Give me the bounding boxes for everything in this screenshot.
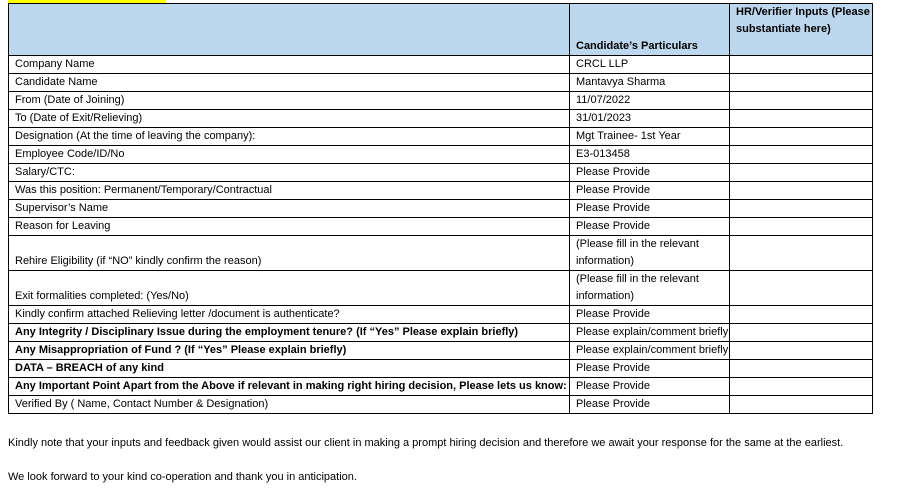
table-row (9, 342, 873, 360)
row-label: To (Date of Exit/Relieving) (9, 110, 570, 128)
row-hr-input[interactable] (730, 164, 873, 182)
row-hr-input[interactable] (730, 218, 873, 236)
row-hr-input[interactable] (730, 378, 873, 396)
row-value: Mantavya Sharma (570, 74, 730, 92)
row-value: E3-013458 (570, 146, 730, 164)
table-row (9, 218, 873, 236)
row-label: Salary/CTC: (9, 164, 570, 182)
row-hr-input[interactable] (730, 271, 873, 306)
row-value: Please Provide (570, 306, 730, 324)
row-label: Any Important Point Apart from the Above if relevant in making right hiring decision, Please lets us know: (9, 378, 570, 396)
row-hr-input[interactable] (730, 56, 873, 74)
table-row (9, 236, 873, 271)
row-hr-input[interactable] (730, 342, 873, 360)
row-label: Rehire Eligibility (if “NO” kindly confirm the reason) (9, 236, 570, 271)
table-row (9, 396, 873, 414)
closing-note-hiring-decision: Kindly note that your inputs and feedback given would assist our client in making a prompt hiring decision and therefore we await your response for the same at the earliest. (8, 437, 844, 449)
table-row (9, 182, 873, 200)
row-label: Reason for Leaving (9, 218, 570, 236)
row-value: 31/01/2023 (570, 110, 730, 128)
row-hr-input[interactable] (730, 200, 873, 218)
row-label: Supervisor’s Name (9, 200, 570, 218)
row-hr-input[interactable] (730, 396, 873, 414)
table-row (9, 360, 873, 378)
row-label: Designation (At the time of leaving the company): (9, 128, 570, 146)
table-row (9, 56, 873, 74)
table-row (9, 200, 873, 218)
header-label-cell (9, 4, 570, 56)
table-row (9, 164, 873, 182)
table-header-row (9, 4, 873, 56)
row-hr-input[interactable] (730, 92, 873, 110)
row-label: Exit formalities completed: (Yes/No) (9, 271, 570, 306)
header-hr-verifier-inputs: HR/Verifier Inputs (Please substantiate here) (730, 4, 873, 56)
row-label: Kindly confirm attached Relieving letter /document is authenticate? (9, 306, 570, 324)
closing-note-thanks: We look forward to your kind co-operation and thank you in anticipation. (8, 471, 357, 483)
table-row (9, 74, 873, 92)
row-value: Mgt Trainee- 1st Year (570, 128, 730, 146)
row-value: (Please fill in the relevant information) (570, 236, 730, 271)
row-hr-input[interactable] (730, 128, 873, 146)
row-value: Please Provide (570, 378, 730, 396)
row-hr-input[interactable] (730, 306, 873, 324)
row-value: Please Provide (570, 182, 730, 200)
table-row (9, 128, 873, 146)
row-value: Please Provide (570, 360, 730, 378)
row-label: Company Name (9, 56, 570, 74)
table-row (9, 110, 873, 128)
row-value: Please Provide (570, 164, 730, 182)
row-hr-input[interactable] (730, 146, 873, 164)
row-value: Please Provide (570, 200, 730, 218)
row-label: Verified By ( Name, Contact Number & Designation) (9, 396, 570, 414)
row-label: From (Date of Joining) (9, 92, 570, 110)
row-hr-input[interactable] (730, 182, 873, 200)
row-label: DATA – BREACH of any kind (9, 360, 570, 378)
row-label: Candidate Name (9, 74, 570, 92)
row-label: Any Misappropriation of Fund ? (If “Yes” Please explain briefly) (9, 342, 570, 360)
row-label: Any Integrity / Disciplinary Issue during the employment tenure? (If “Yes” Please explain briefly) (9, 324, 570, 342)
row-hr-input[interactable] (730, 74, 873, 92)
row-hr-input[interactable] (730, 110, 873, 128)
row-value: CRCL LLP (570, 56, 730, 74)
table-row (9, 324, 873, 342)
row-value: (Please fill in the relevant information) (570, 271, 730, 306)
table-row (9, 92, 873, 110)
header-candidate-particulars: Candidate’s Particulars (570, 4, 730, 56)
row-value: Please Provide (570, 218, 730, 236)
row-hr-input[interactable] (730, 324, 873, 342)
table-row (9, 378, 873, 396)
row-hr-input[interactable] (730, 236, 873, 271)
row-label: Was this position: Permanent/Temporary/Contractual (9, 182, 570, 200)
row-value: Please explain/comment briefly (570, 342, 730, 360)
row-label: Employee Code/ID/No (9, 146, 570, 164)
verification-form-table (8, 3, 873, 414)
row-hr-input[interactable] (730, 360, 873, 378)
row-value: Please Provide (570, 396, 730, 414)
table-row (9, 306, 873, 324)
table-row (9, 146, 873, 164)
row-value: 11/07/2022 (570, 92, 730, 110)
table-row (9, 271, 873, 306)
row-value: Please explain/comment briefly (570, 324, 730, 342)
